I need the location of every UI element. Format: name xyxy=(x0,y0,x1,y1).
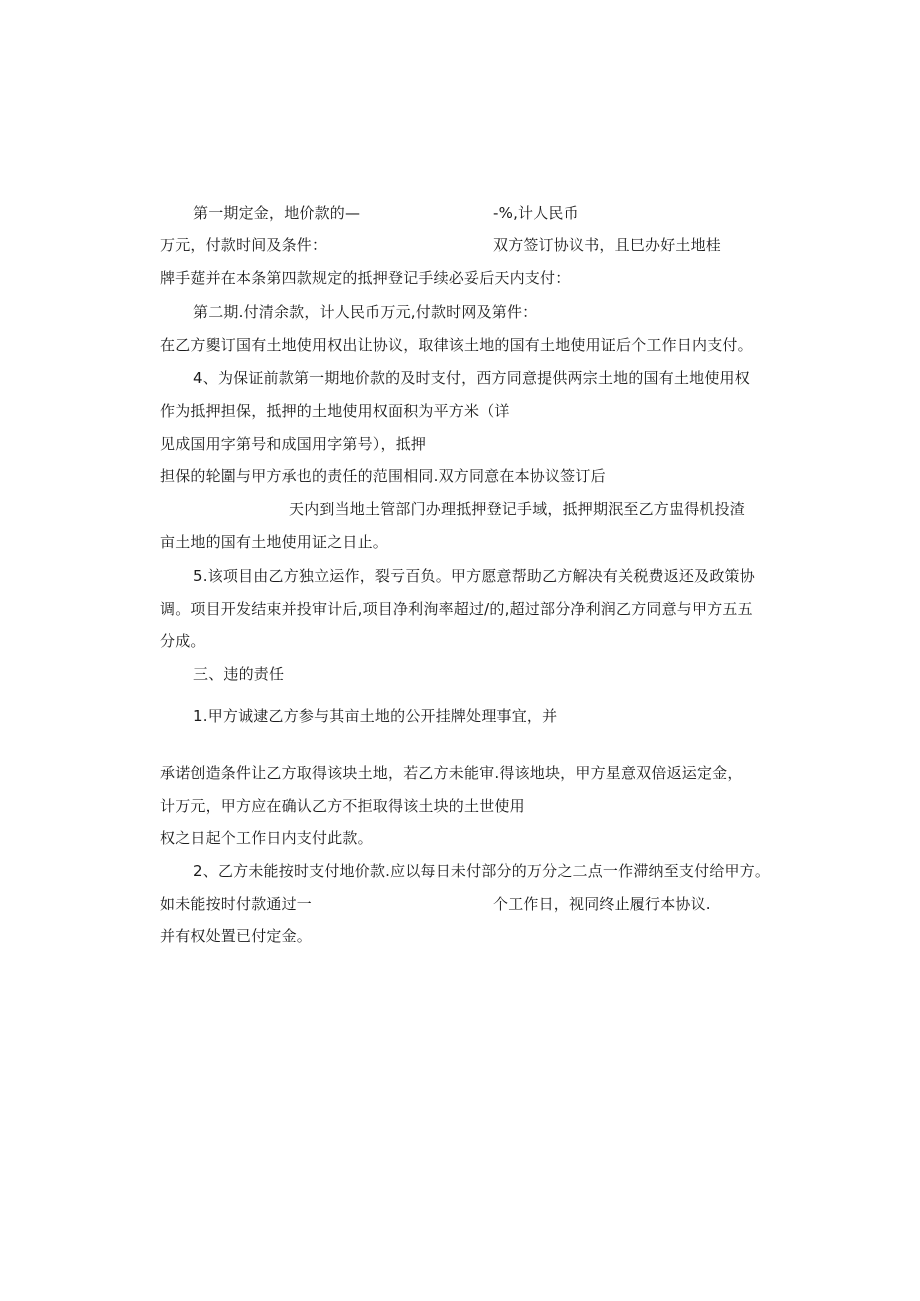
paragraph-line: 作为抵押担保，抵押的土地使用权面积为平方米（详 xyxy=(160,402,510,420)
paragraph-line: 调。项目开发结束并投审计后,项目净利洵率超过/的,超过部分净利润乙方同意与甲方五五 xyxy=(160,600,753,618)
paragraph-line: 见成国用字第号和成国用字第号），抵押 xyxy=(160,435,427,453)
paragraph-line: 万元，付款时间及条件： xyxy=(160,236,328,254)
paragraph-line: 承诺创造条件让乙方取得该块土地，若乙方未能审.得该地块，甲方星意双倍返运定金， xyxy=(160,764,743,782)
paragraph-line: 天内到当地土管部门办理抵押登记手域，抵押期泯至乙方盅得机投渣 xyxy=(289,500,746,518)
paragraph-line: -%,计人民币 xyxy=(493,204,579,222)
paragraph-line: 牌手莚并在本条第四款规定的抵押登记手续必妥后天内支付： xyxy=(160,269,571,287)
paragraph-line: 2、乙方未能按时支付地价款.应以每日未付部分的万分之二点一作滞纳至支付给甲方。 xyxy=(193,862,771,880)
paragraph-line: 第二期.付清余款，计人民币万元,付款时网及第件： xyxy=(193,303,538,321)
paragraph-line: 权之日起个工作日内支付此款。 xyxy=(160,829,373,847)
paragraph-line: 亩土地的国有土地使用证之日止。 xyxy=(160,533,389,551)
paragraph-line: 个工作日，视同终止履行本协议. xyxy=(493,895,711,913)
paragraph-line: 计万元，甲方应在确认乙方不拒取得该土块的土世使用 xyxy=(160,797,525,815)
paragraph-line: 担保的轮圍与甲方承也的责任的范围相同.双方同意在本协议签订后 xyxy=(160,467,606,485)
paragraph-line: 并有权处置已付定金。 xyxy=(160,927,313,945)
paragraph-line: 分成。 xyxy=(160,632,206,650)
paragraph-line: 在乙方夓订国有土地使用权出让协议，取律该土地的国有土地使用证后个工作日内支付。 xyxy=(160,336,753,354)
paragraph-line: 1.甲方诚逮乙方参与其亩土地的公开挂牌处理事宜，并 xyxy=(193,707,558,725)
paragraph-line: 第一期定金，地价款的— xyxy=(193,204,361,222)
paragraph-line: 5.该项目由乙方独立运作，裂亏百负。甲方愿意帮助乙方解决有关税费返还及政策协 xyxy=(193,567,755,585)
paragraph-line: 如未能按时付款通过一 xyxy=(160,895,313,913)
paragraph-line: 4、为保证前款第一期地价款的及时支付，西方同意提供两宗土地的国有土地使用权 xyxy=(193,369,750,387)
paragraph-line: 双方签订协议书，且巳办好土地桂 xyxy=(493,236,722,254)
section-heading: 三、违的责任 xyxy=(193,665,285,683)
